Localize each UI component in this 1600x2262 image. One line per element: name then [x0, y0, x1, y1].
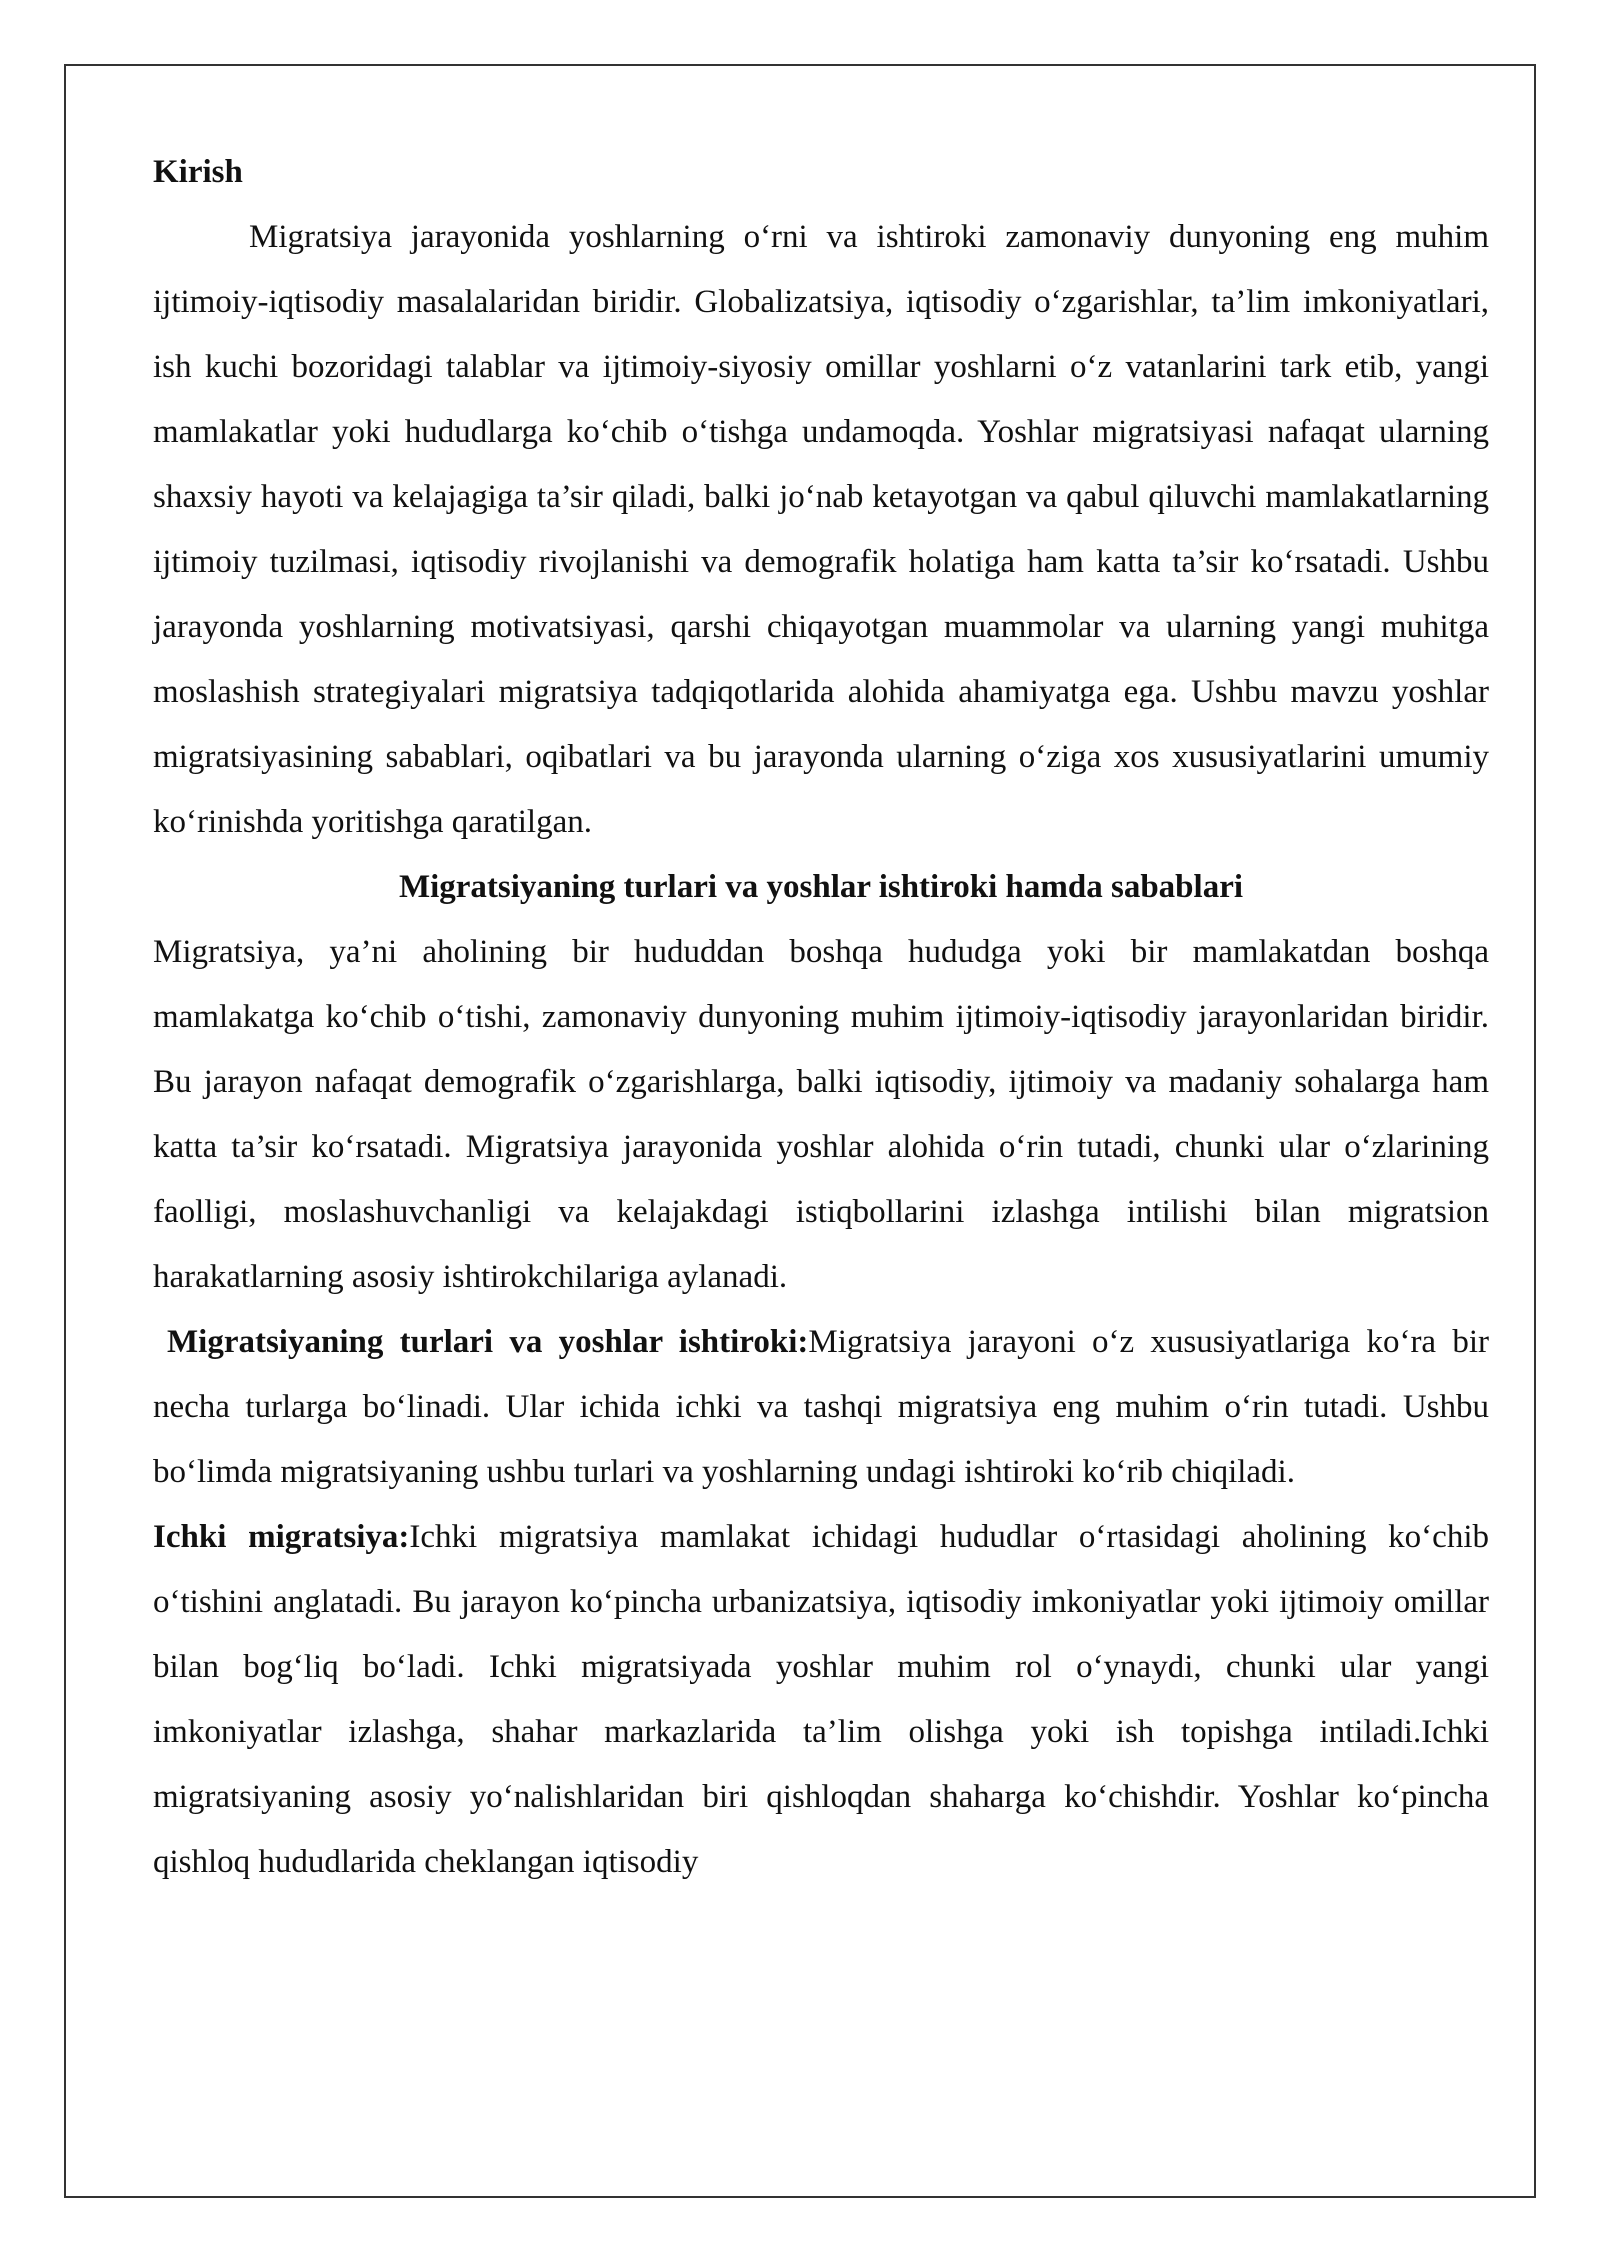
- types-paragraph: [153, 1310, 1489, 1505]
- internal-migration-text: Ichki migratsiya mamlakat ichidagi hududlar oʻrtasidagi aholining koʻchib oʻtishini anglatadi. Bu jarayon koʻpincha urbanizatsiya, iqtisodiy imkoniyatlar yoki ijtimoiy omillar bilan bogʻliq boʻladi. Ichki migratsiyada yoshlar muhim rol oʻynaydi, chunki ular yangi imkoniyatlar izlashga, shahar markazlarida ta’lim olishga yoki ish topishga intiladi.Ichki migratsiyaning asosiy yoʻnalishlaridan biri qishloqdan shaharga koʻchishdir. Yoshlar koʻpincha qishloq hududlarida cheklangan iqtisodiy: [153, 1519, 1489, 1880]
- intro-paragraph: Migratsiya jarayonida yoshlarning oʻrni va ishtiroki zamonaviy dunyoning eng muhim ijtimoiy-iqtisodiy masalalaridan biridir. Globalizatsiya, iqtisodiy oʻzgarishlar, ta’lim imkoniyatlari, ish kuchi bozoridagi talablar va ijtimoiy-siyosiy omillar yoshlarni oʻz vatanlarini tark etib, yangi mamlakatlar yoki hududlarga koʻchib oʻtishga undamoqda. Yoshlar migratsiyasi nafaqat ularning shaxsiy hayoti va kelajagiga ta’sir qiladi, balki joʻnab ketayotgan va qabul qiluvchi mamlakatlarning ijtimoiy tuzilmasi, iqtisodiy rivojlanishi va demografik holatiga ham katta ta’sir koʻrsatadi. Ushbu jarayonda yoshlarning motivatsiyasi, qarshi chiqayotgan muammolar va ularning yangi muhitga moslashish strategiyalari migratsiya tadqiqotlarida alohida ahamiyatga ega. Ushbu mavzu yoshlar migratsiyasining sabablari, oqibatlari va bu jarayonda ularning oʻziga xos xususiyatlarini umumiy koʻrinishda yoritishga qaratilgan.: [153, 219, 1489, 840]
- document-title: Kirish: [153, 154, 243, 190]
- section-heading: Migratsiyaning turlari va yoshlar ishtiroki hamda sabablari: [398, 869, 1244, 905]
- internal-migration-paragraph: [153, 1505, 1489, 1895]
- types-label: Migratsiyaning turlari va yoshlar ishtiroki:: [167, 1324, 809, 1360]
- internal-migration-label: Ichki migratsiya:: [153, 1519, 410, 1555]
- types-text: Migratsiya jarayoni oʻz xususiyatlariga koʻra bir necha turlarga boʻlinadi. Ular ichida ichki va tashqi migratsiya eng muhim oʻrin tutadi. Ushbu boʻlimda migratsiyaning ushbu turlari va yoshlarning undagi ishtiroki koʻrib chiqiladi.: [153, 1324, 1489, 1490]
- section-paragraph: Migratsiya, ya’ni aholining bir hududdan boshqa hududga yoki bir mamlakatdan boshqa mamlakatga koʻchib oʻtishi, zamonaviy dunyoning muhim ijtimoiy-iqtisodiy jarayonlaridan biridir. Bu jarayon nafaqat demografik oʻzgarishlarga, balki iqtisodiy, ijtimoiy va madaniy sohalarga ham katta ta’sir koʻrsatadi. Migratsiya jarayonida yoshlar alohida oʻrin tutadi, chunki ular oʻzlarining faolligi, moslashuvchanligi va kelajakdagi istiqbollarini izlashga intilishi bilan migratsion harakatlarning asosiy ishtirokchilariga aylanadi.: [153, 934, 1489, 1295]
- document-body: [153, 140, 1489, 1895]
